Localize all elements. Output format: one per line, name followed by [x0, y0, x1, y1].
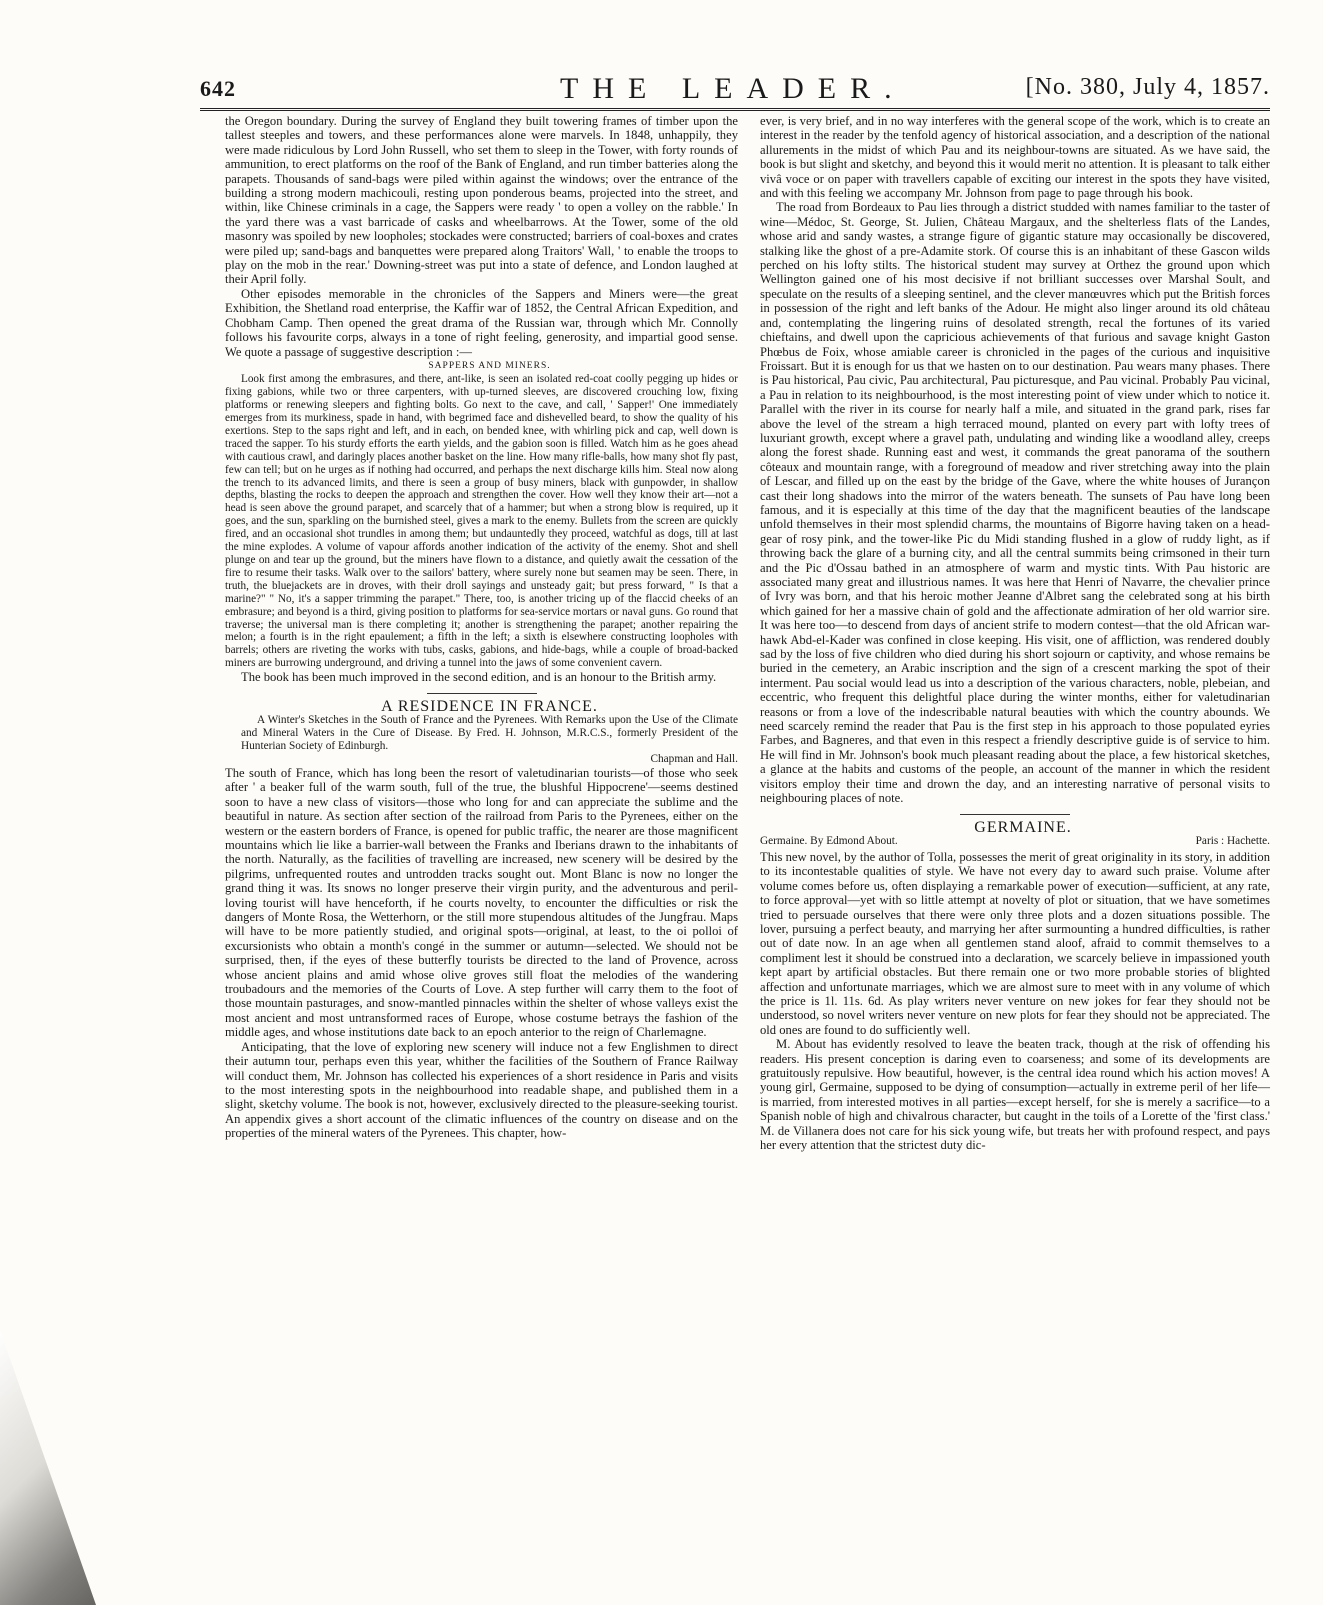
book-title-author: Germaine. By Edmond About.	[760, 834, 898, 847]
section-divider	[960, 814, 1070, 815]
masthead	[200, 68, 1270, 111]
book-citation	[760, 835, 1270, 848]
paragraph: The road from Bordeaux to Pau lies through a district studded with names familiar to the taster of wine—Médoc, St. George, St. Julien, Château Margaux, and the shelterless flats of the Landes, whose arid and sandy wastes, a strange figure of gigantic stature may occasionally be discovered, stalking like the ghost of a pre-Adamite stork. Of course this is an inhabitant of these Gascon wilds perched on his lofty stilts. The historical student may survey at Orthez the ground upon which Wellington gained one of his most decisive if not brilliant successes over Marshal Soult, and speculate on the results of a sleeping sentinel, and the clever manœuvres which put the British forces in possession of the right and left banks of the Adour. He might also linger around its old château and, contemplating the lingering ruins of desolated strength, recal the fortunes of its varied chieftains, and dwell upon the capricious achievements of that furious and savage knight Gaston Phœbus de Foix, whose amiable career is chronicled in the pages of the curious and inquisitive Froissart. But it is enough for us that we hasten on to our destination. Pau wears many phases. There is Pau historical, Pau civic, Pau architectural, Pau picturesque, and Pau vicinal. Probably Pau vicinal, a Pau in relation to its neighbourhood, is the most interesting point of view under which to notice it. Parallel with the river in its course for nearly half a mile, and situated in the grand park, rises far above the level of the stream a high terraced mound, planted on every part with lofty trees of luxuriant growth, except where a gravel path, undulating and winding like a woodland alley, creeps along the forest shade. Running east and west, it commands the great panorama of the southern côteaux and mountain range, with a foreground of meadow and river stretching away into the plain of Lescar, and filled up on the east by the bridge of the Gave, where the white houses of Jurançon cast their long shadows into the mirror of the waters beneath. The sunsets of Pau have long been famous, and it is especially at this time of the day that the magnificent beauties of the landscape unfold themselves in their most splendid charms, the mountains of Bigorre having taken on a head-gear of rosy pink, and the tower-like Pic du Midi standing flushed in a glow of ruddy light, as if throwing back the glare of a burning city, and all the central summits being crimsoned in their turn and the Pic d'Ossau bathed in an atmosphere of warm and mystic tints. With Pau historic are associated many great and illustrious names. It was here that Henri of Navarre, the chevalier prince of Ivry was born, and that his heroic mother Jeanne d'Albret sang the celebrated song at his birth which gained for her a massive chain of gold and the affectionate admiration of her old warrior sire. It was here too—to descend from days of ancient strife to modern contest—that the old African war-hawk Abd-el-Kader was confined in close keeping. His visit, one of affliction, was rendered doubly sad by the loss of five children who died during his short sojourn or captivity, and whose remains be buried in the cemetery, an Arabic inscription and the sign of a crescent marking the spot of their interment. Pau social would lead us into a description of the various characters, noble, plebeian, and eccentric, who frequent this delightful place during the winter months, either for valetudinarian reasons or from a love of the indescribable natural beauties with which the country abounds. We need scarcely remind the reader that Pau is the first step in his approach to those populated eyries Farbes, and Bagneres, and that even in this respect a friendly descriptive guide is of service to him. He will find in Mr. Johnson's book much pleasant reading about the place, a few historical sketches, a glance at the habits and customs of the people, an account of the manner in which the resident visitors employ their time and drown the day, and an interesting narrative of personal visits to neighbouring places of note.	[760, 200, 1270, 806]
paragraph: M. About has evidently resolved to leave the beaten track, though at the risk of offending his readers. His present conception is daring even to coarseness; and some of its developments are gratuitously repulsive. How beautiful, however, is the central idea round which his action moves! A young girl, Germaine, supposed to be dying of consumption—actually in extreme peril of her life—is married, from interested motives in all parties—except herself, for she is merely a sacrifice—to a Spanish noble of high and chivalrous character, but caught in the toils of a Lorette of the 'first class.' M. de Villanera does not care for his sick young wife, but treats her with profound respect, and pays her every attention that the strictest duty dic-	[760, 1037, 1270, 1153]
section-divider	[427, 693, 537, 694]
issue-info: [No. 380, July 4, 1857.	[1025, 74, 1270, 100]
newspaper-title: THE LEADER.	[560, 72, 906, 105]
book-publisher: Chapman and Hall.	[650, 752, 738, 765]
paragraph: Other episodes memorable in the chronicles of the Sappers and Miners were—the great Exhibition, the Shetland road enterprise, the Kaffir war of 1852, the Central African Expedition, and Chobham Camp. Then opened the great drama of the Russian war, through which Mr. Connolly follows his favourite corps, always in a tone of right feeling, generosity, and impartial good sense. We quote a passage of suggestive description :—	[225, 286, 738, 359]
extract-quote: Look first among the embrasures, and there, ant-like, is seen an isolated red-coat coolly pegging up hides or fixing gabions, while two or three carpenters, with up-turned sleeves, are discovered crouching low, fixing platforms or renewing sleepers and fighting bolts. Go next to the cave, and call, ' Sapper!' One immediately emerges from its murkiness, spade in hand, with begrimed face and dishevelled beard, to show the quality of his exertions. Step to the saps right and left, and in each, on bended knee, with whirling pick and cap, well down is traced the sapper. To his sturdy efforts the earth yields, and the gabion soon is filled. Watch him as he goes ahead with cautious crawl, and daringly places another basket on the line. How many rifle-balls, how many shot fly past, few can tell; but on he urges as if nothing had occurred, and perhaps the next discharge kills him. Steal now along the trench to its advanced limits, and there is seen a group of busy miners, black with gunpowder, in shallow depths, blasting the rocks to deepen the approach and strengthen the cover. How well they know their art—not a head is seen above the ground parapet, and scarcely that of a hammer; but when a strong blow is required, up it goes, and the sun, sparkling on the burnished steel, gives a mark to the enemy. Bullets from the screen are quickly fired, and an occasional shot trundles in among them; but undauntedly they proceed, watchful as dogs, till at last the mine explodes. A volume of vapour affords another indication of the activity of the enemy. Shot and shell plunge on and tear up the ground, but the miners have flown to a distance, and quietly await the cessation of the fire to resume their tasks. Walk over to the sailors' battery, where surely none but seamen may be seen. There, in truth, the bluejackets are in droves, with their droll sayings and unsteady gait; but press forward, " Is that a marine?" " No, it's a sapper trimming the parapet." There, too, is another tricing up of the flaccid cheeks of an embrasure; and beyond is a third, giving position to platforms for sea-service mortars or naval guns. Go round that traverse; the universal man is there completing it; another is strengthening the parapet; another repairing the melon; a fourth is in the right epaulement; a fifth in the left; a sixth is elsewhere constructing loopholes with barrels; others are riveting the works with tubs, casks, gabions, and hide-bags, while a couple of broad-backed miners are burrowing underground, and driving a tunnel into the jaws of some convenient cavern.	[225, 373, 738, 670]
section-title: A RESIDENCE IN FRANCE.	[381, 697, 598, 715]
extract-heading: SAPPERS AND MINERS.	[428, 360, 551, 371]
left-column	[225, 114, 738, 1141]
book-publisher: Paris : Hachette.	[1195, 834, 1270, 847]
book-citation: A Winter's Sketches in the South of France and the Pyrenees. With Remarks upon the Use of the Climate and Mineral Waters in the Cure of Disease. By Fred. H. Johnson, M.R.C.S., formerly President of the Hunterian Society of Edinburgh.	[241, 713, 738, 752]
paragraph: the Oregon boundary. During the survey of England they built towering frames of timber upon the tallest steeples and towers, and these performances alone were marvels. In 1848, unhappily, they were made ridiculous by Lord John Russell, who set them to sleep in the Tower, with forty rounds of ammunition, to erect platforms on the roof of the Bank of England, and run timber batteries along the parapets. Thousands of sand-bags were piled within against the windows; over the entrance of the building a strong modern machicouli, resting upon ponderous beams, projected into the street, and within, like Chinese criminals in a cage, the Sappers were ready ' to open a volley on the rabble.' In the yard there was a vast barricade of casks and wheelbarrows. At the Tower, some of the old masonry was spoiled by new loopholes; stockades were constructed; barriers of coal-boxes and crates were piled up; sand-bags and banquettes were prepared along Traitors' Wall, ' to enable the troops to play on the mob in the rear.' Downing-street was put into a state of defence, and London laughed at their April folly.	[225, 114, 738, 287]
paragraph: Anticipating, that the love of exploring new scenery will induce not a few Englishmen to direct their autumn tour, perhaps even this year, whither the facilities of the Southern of France Railway will conduct them, Mr. Johnson has collected his experiences of a short residence in Paris and visits to the most interesting spots in the neighbourhood into readable shape, and published them in a slight, sketchy volume. The book is not, however, exclusively directed to the pleasure-seeking tourist. An appendix gives a short account of the climatic influences of the country on disease and on the properties of the mineral waters of the Pyrenees. This chapter, how-	[225, 1039, 738, 1141]
paragraph: ever, is very brief, and in no way interferes with the general scope of the work, which is to create an interest in the reader by the tenfold agency of historical association, and a description of the national allurements in the midst of which Pau and its neighbour-towns are situated. As we have said, the book is but slight and sketchy, and beyond this it would merit no attention. It is pleasant to talk either vivâ voce or on paper with travellers capable of exciting our interest in the spots they have visited, and with this feeling we accompany Mr. Johnson from page to page through his book.	[760, 114, 1270, 201]
right-column	[760, 114, 1270, 1152]
page-number: 642	[200, 76, 236, 101]
paragraph: The south of France, which has long been the resort of valetudinarian tourists—of those who seek after ' a beaker full of the warm south, full of the true, the blushful Hippocrene'—seems destined soon to have a new class of visitors—those who long for and can appreciate the sublime and the beautiful in nature. As section after section of the railroad from Paris to the Pyrenees, either on the western or the eastern borders of France, is opened for public traffic, the nearer are those magnificent mountains which lie like a barrier-wall between the Franks and Iberians drawn to the inhabitants of the north. Naturally, as the facilities of travelling are increased, new scenery will be desired by the pilgrims, unfrequented routes and untrodden tracks sought out. Mont Blanc is now no longer the grand thing it was. Its snows no longer preserve their virgin purity, and the adventurous and peril-loving tourist will have henceforth, if he courts novelty, to encounter the difficulties or risk the dangers of Monte Rosa, the Wetterhorn, or the still more stupendous altitudes of the Jungfrau. Maps will have to be more patiently studied, and original spots—original, at least, to the oi polloi of excursionists who obtain a month's congé in the summer or autumn—selected. We should not be surprised, then, if the eyes of these butterfly tourists be directed to the land of Provence, across whose ancient plains and amid whose olive groves still float the melodies of the wandering troubadours and the memories of the Courts of Love. A step further will carry them to the foot of those mountain pasturages, and snow-mantled pinnacles within the shelter of whose valleys exist the most ancient and most untransformed races of Europe, whose costume betrays the fashion of the middle ages, and whose institutions date back to an epoch anterior to the reign of Charlemagne.	[225, 765, 738, 1040]
section-title: GERMAINE.	[974, 818, 1072, 836]
paragraph: This new novel, by the author of Tolla, possesses the merit of great originality in its story, in addition to its incontestable qualities of style. We have not every day to award such praise. Volume after volume comes before us, often displaying a remarkable power of execution—sufficient, at any rate, to force approval—yet with so little attempt at novelty of plot or situation, that we have sometimes tried to persuade ourselves that there were only three plots and a dozen situations possible. The lover, pursuing a perfect beauty, and marrying her after surmounting a hundred difficulties, is rather out of date now. In an age when all gentlemen stand aloof, afraid to commit themselves to a compliment lest it should be construed into a declaration, we scarcely believe in impassioned youth kept apart by artificial obstacles. But there remain one or two more probable stories of blighted affection and unfortunate marriages, which we are almost sure to meet with in any volume of which the price is 1l. 11s. 6d. As play writers never venture on new jokes for fear they should not be understood, so novel writers never venture on new plots for fear they should not be appreciated. The old ones are found to do sufficiently well.	[760, 849, 1270, 1037]
paragraph: The book has been much improved in the second edition, and is an honour to the British army.	[241, 670, 717, 685]
page-binding-shadow	[0, 1330, 160, 1605]
